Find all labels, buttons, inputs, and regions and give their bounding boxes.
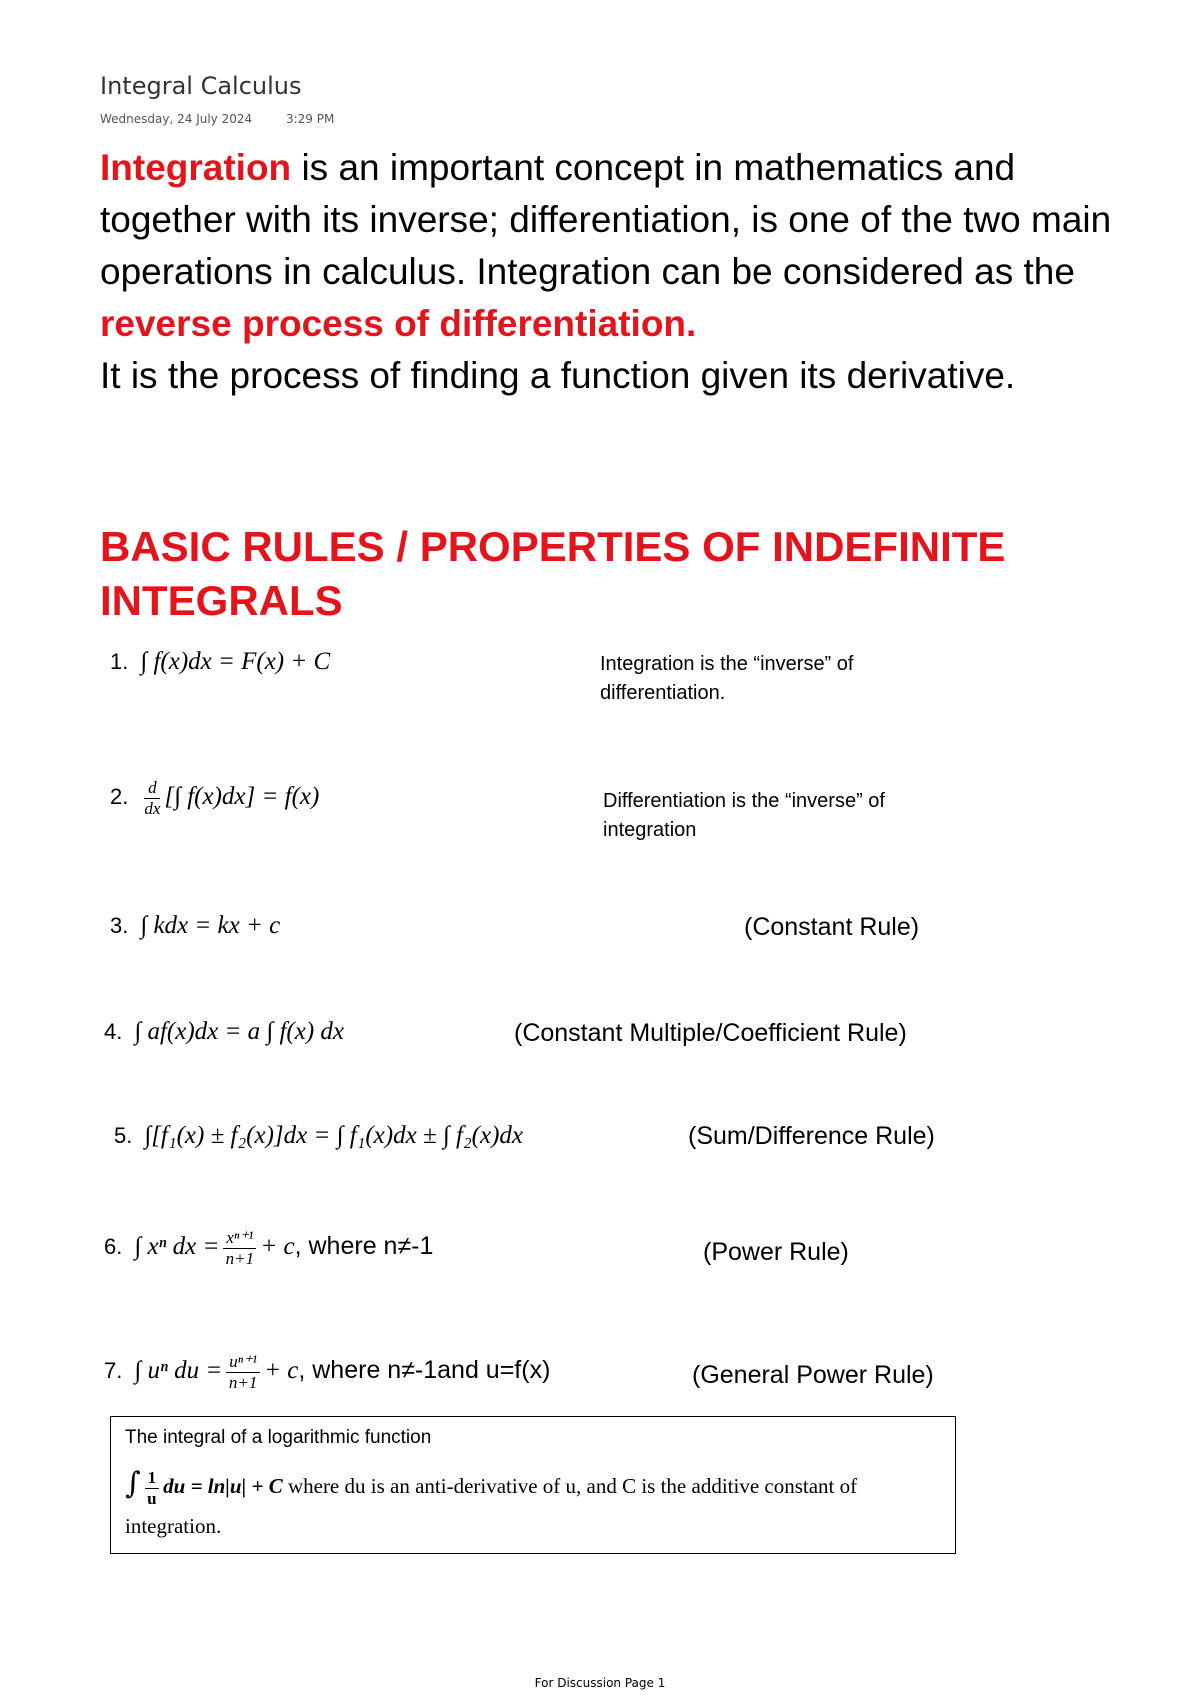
section-heading: BASIC RULES / PROPERTIES OF INDEFINITE INTEGRALS xyxy=(100,523,1006,624)
intro-line2: It is the process of finding a function given its derivative. xyxy=(100,355,1016,396)
integral-sign: ∫ xyxy=(125,1466,141,1501)
rule-formula: ∫[f₁(x) ± f₂(x)]dx = ∫ f₁(x)dx ± ∫ f₂(x)dx xyxy=(144,1122,523,1149)
rule-formula: ∫ kdx = kx + c xyxy=(140,912,281,939)
rule-1 xyxy=(110,648,330,676)
rule-4 xyxy=(104,1018,344,1046)
rule-fraction: $\frac{d}{dx}$ xyxy=(144,778,161,818)
rule-number: 2. xyxy=(110,784,129,810)
page-title: Integral Calculus xyxy=(100,72,302,100)
rule-number: 7. xyxy=(104,1358,123,1384)
log-fraction: $\frac{1}{u}$ xyxy=(145,1468,160,1509)
rule-2 xyxy=(110,778,319,819)
rule-number: 3. xyxy=(110,913,129,938)
log-box-body xyxy=(125,1467,941,1543)
rule-7-label: (General Power Rule) xyxy=(692,1361,934,1389)
rule-formula: ∫ af(x)dx = a ∫ f(x) dx xyxy=(134,1018,345,1045)
page-footer: For Discussion Page 1 xyxy=(534,1676,666,1690)
log-expression: du = ln|u| + C xyxy=(163,1474,283,1498)
rule-number: 1. xyxy=(110,649,129,674)
rule-formula: ∫ f(x)dx = F(x) + C xyxy=(140,648,331,675)
rule-condition: , where n≠-1and u=f(x) xyxy=(298,1356,551,1385)
page-timestamp xyxy=(100,112,364,126)
intro-lead-term: Integration xyxy=(100,147,292,188)
rule-rhs: + c xyxy=(264,1357,299,1385)
rule-3 xyxy=(110,912,280,940)
intro-paragraph xyxy=(100,142,1160,402)
rule-formula: [∫ f(x)dx] = f(x) xyxy=(164,783,320,811)
rule-condition: , where n≠-1 xyxy=(294,1232,434,1261)
rule-number: 5. xyxy=(114,1123,133,1148)
rule-1-note: Integration is the “inverse” of differentiation. xyxy=(600,653,854,704)
page-time: 3:29 PM xyxy=(285,112,335,126)
rule-7 xyxy=(104,1352,550,1393)
page-date: Wednesday, 24 July 2024 xyxy=(100,112,253,126)
rule-number: 6. xyxy=(104,1234,123,1260)
rule-number: 4. xyxy=(104,1019,123,1044)
rule-lhs: ∫ xⁿ dx = xyxy=(134,1233,220,1261)
rule-rhs: + c xyxy=(260,1233,295,1261)
rule-5 xyxy=(114,1122,523,1150)
log-integral-box xyxy=(110,1416,956,1554)
intro-text: is an important concept in mathematics and together with its inverse; differentiation, is one of the two main operations in calculus. Integration can be considered as the xyxy=(100,147,1112,292)
log-box-title: The integral of a logarithmic function xyxy=(125,1427,432,1448)
rule-6 xyxy=(104,1228,433,1269)
rule-5-label: (Sum/Difference Rule) xyxy=(688,1122,935,1150)
rule-4-label: (Constant Multiple/Coefficient Rule) xyxy=(514,1019,907,1047)
rule-fraction: $\frac{\text{xⁿ⁺¹}}{n+1}$ xyxy=(223,1228,256,1269)
log-description: where du is an anti-derivative of u, and C is the additive constant of integration. xyxy=(125,1474,858,1538)
rule-lhs: ∫ uⁿ du = xyxy=(134,1357,223,1385)
rule-fraction: $\frac{\text{uⁿ⁺¹}}{n+1}$ xyxy=(226,1352,260,1393)
rule-3-label: (Constant Rule) xyxy=(744,913,920,941)
rule-2-note: Differentiation is the “inverse” of integration xyxy=(603,790,885,841)
intro-emphasis: reverse process of differentiation. xyxy=(100,303,697,344)
rule-6-label: (Power Rule) xyxy=(703,1238,849,1266)
